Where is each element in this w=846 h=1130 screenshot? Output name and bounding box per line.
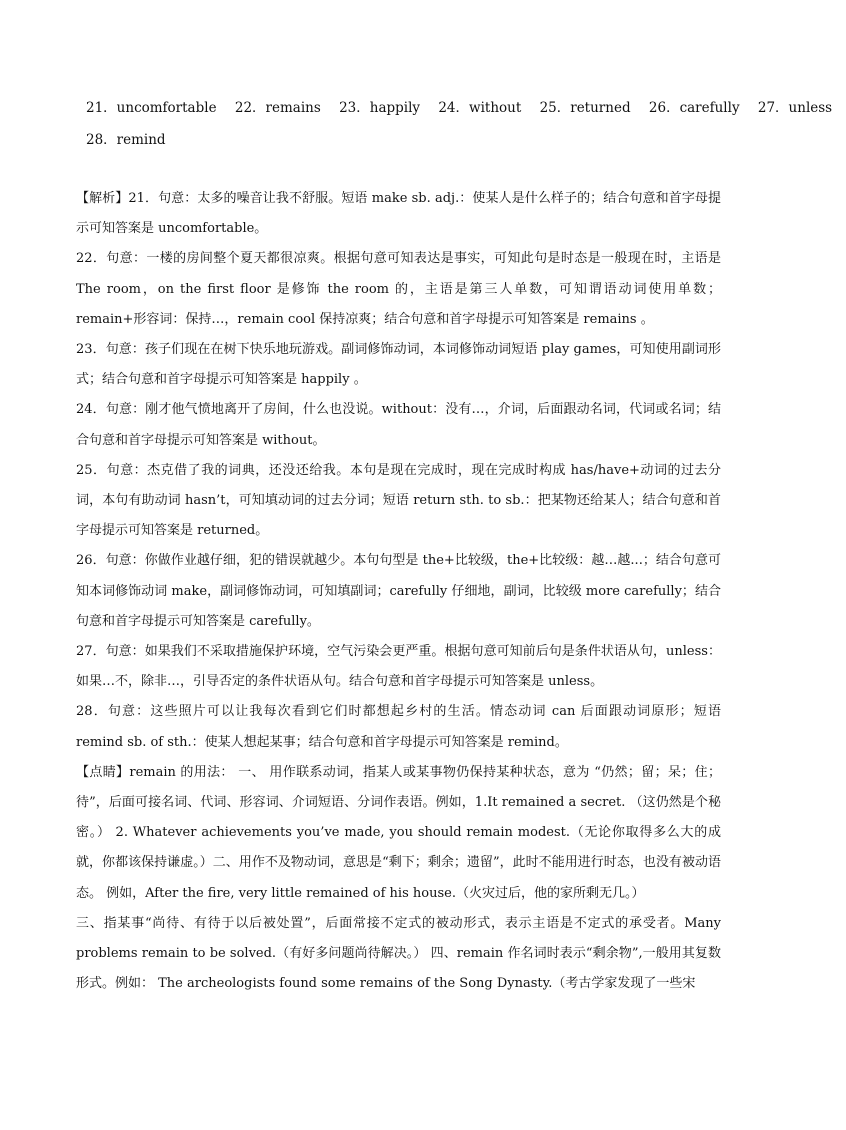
answer-24: 24．without — [438, 100, 522, 116]
answer-26: 26．carefully — [648, 100, 740, 116]
explanation-24: 24．句意：刚才他气愤地离开了房间，什么也没说。without：没有…，介词，后面跟动名词，代词或名词；结合句意和首字母提示可知答案是 without。 — [76, 402, 721, 448]
key-point-remain-continued: 三、指某事“尚待、有待于以后被处置”，后面常接不定式的被动形式，表示主语是不定式的承受者。Many problems remain to be solved.（有好多问题尚待解决。） 四、remain 作名词时表示“剩余物”,一般用其复数形式。例如： The archeologists found some remains of the Song Dynasty.（考古学家发现了一些宋 — [76, 915, 721, 992]
explanation-28: 28．句意：这些照片可以让我每次看到它们时都想起乡村的生活。情态动词 can 后面跟动词原形；短语 remind sb. of sth.：使某人想起某事；结合句意和首字母提示可知答案是 remind。 — [76, 704, 721, 750]
answer-22: 22．remains — [234, 100, 321, 116]
explanation-26: 26．句意：你做作业越仔细，犯的错误就越少。本句句型是 the+比较级，the+比较级：越…越...；结合句意可知本词修饰动词 make，副词修饰动词，可知填副词；carefully 仔细地，副词，比较级 more carefully；结合句意和首字母提示可知答案是 carefully。 — [76, 553, 721, 629]
answer-25: 25．returned — [539, 100, 631, 116]
answer-27: 27．unless — [757, 100, 833, 116]
explanation-21: 【解析】21．句意：太多的噪音让我不舒服。短语 make sb. adj.：使某人是什么样子的；结合句意和首字母提示可知答案是 uncomfortable。 — [76, 191, 721, 237]
explanation-27: 27．句意：如果我们不采取措施保护环境，空气污染会更严重。根据句意可知前后句是条件状语从句，unless：如果…不，除非…，引导否定的条件状语从句。结合句意和首字母提示可知答案是 unless。 — [76, 644, 721, 690]
answer-key — [86, 98, 833, 150]
answer-key-line-1 — [86, 98, 833, 118]
explanation-23: 23．句意：孩子们现在在树下快乐地玩游戏。副词修饰动词，本词修饰动词短语 play games，可知使用副词形式；结合句意和首字母提示可知答案是 happily 。 — [76, 342, 721, 388]
explanation-body — [76, 184, 721, 999]
answer-23: 23．happily — [339, 100, 421, 116]
explanation-25: 25．句意：杰克借了我的词典，还没还给我。本句是现在完成时，现在完成时构成 has/have+动词的过去分词，本句有助动词 hasn’t，可知填动词的过去分词；短语 return sth. to sb.：把某物还给某人；结合句意和首字母提示可知答案是 returned。 — [76, 462, 721, 539]
key-point-remain: 【点睛】remain 的用法： 一、 用作联系动词，指某人或某事物仍保持某种状态，意为 “仍然；留；呆；住；待”，后面可接名词、代词、形容词、介词短语、分词作表语。例如，1.It remained a secret. （这仍然是个秘密。） 2. Whatever achievements you’ve made, you should remain modest.（无论你取得多么大的成就，你都该保持谦虚。）二、用作不及物动词，意思是“剩下；剩余；遗留”，此时不能用进行时态，也没有被动语态。 例如，After the fire, very little remained of his house.（火灾过后，他的家所剩无几。） — [76, 764, 721, 901]
answer-21: 21．uncomfortable — [86, 100, 217, 116]
explanation-22: 22．句意：一楼的房间整个夏天都很凉爽。根据句意可知表达是事实，可知此句是时态是一般现在时，主语是 The room，on the first floor 是修饰 the room 的，主语是第三人单数，可知谓语动词使用单数；remain+形容词：保持…，remain cool 保持凉爽；结合句意和首字母提示可知答案是 remains 。 — [76, 251, 721, 327]
answer-key-line-2 — [86, 130, 736, 150]
answer-28: 28．remind — [86, 132, 166, 148]
